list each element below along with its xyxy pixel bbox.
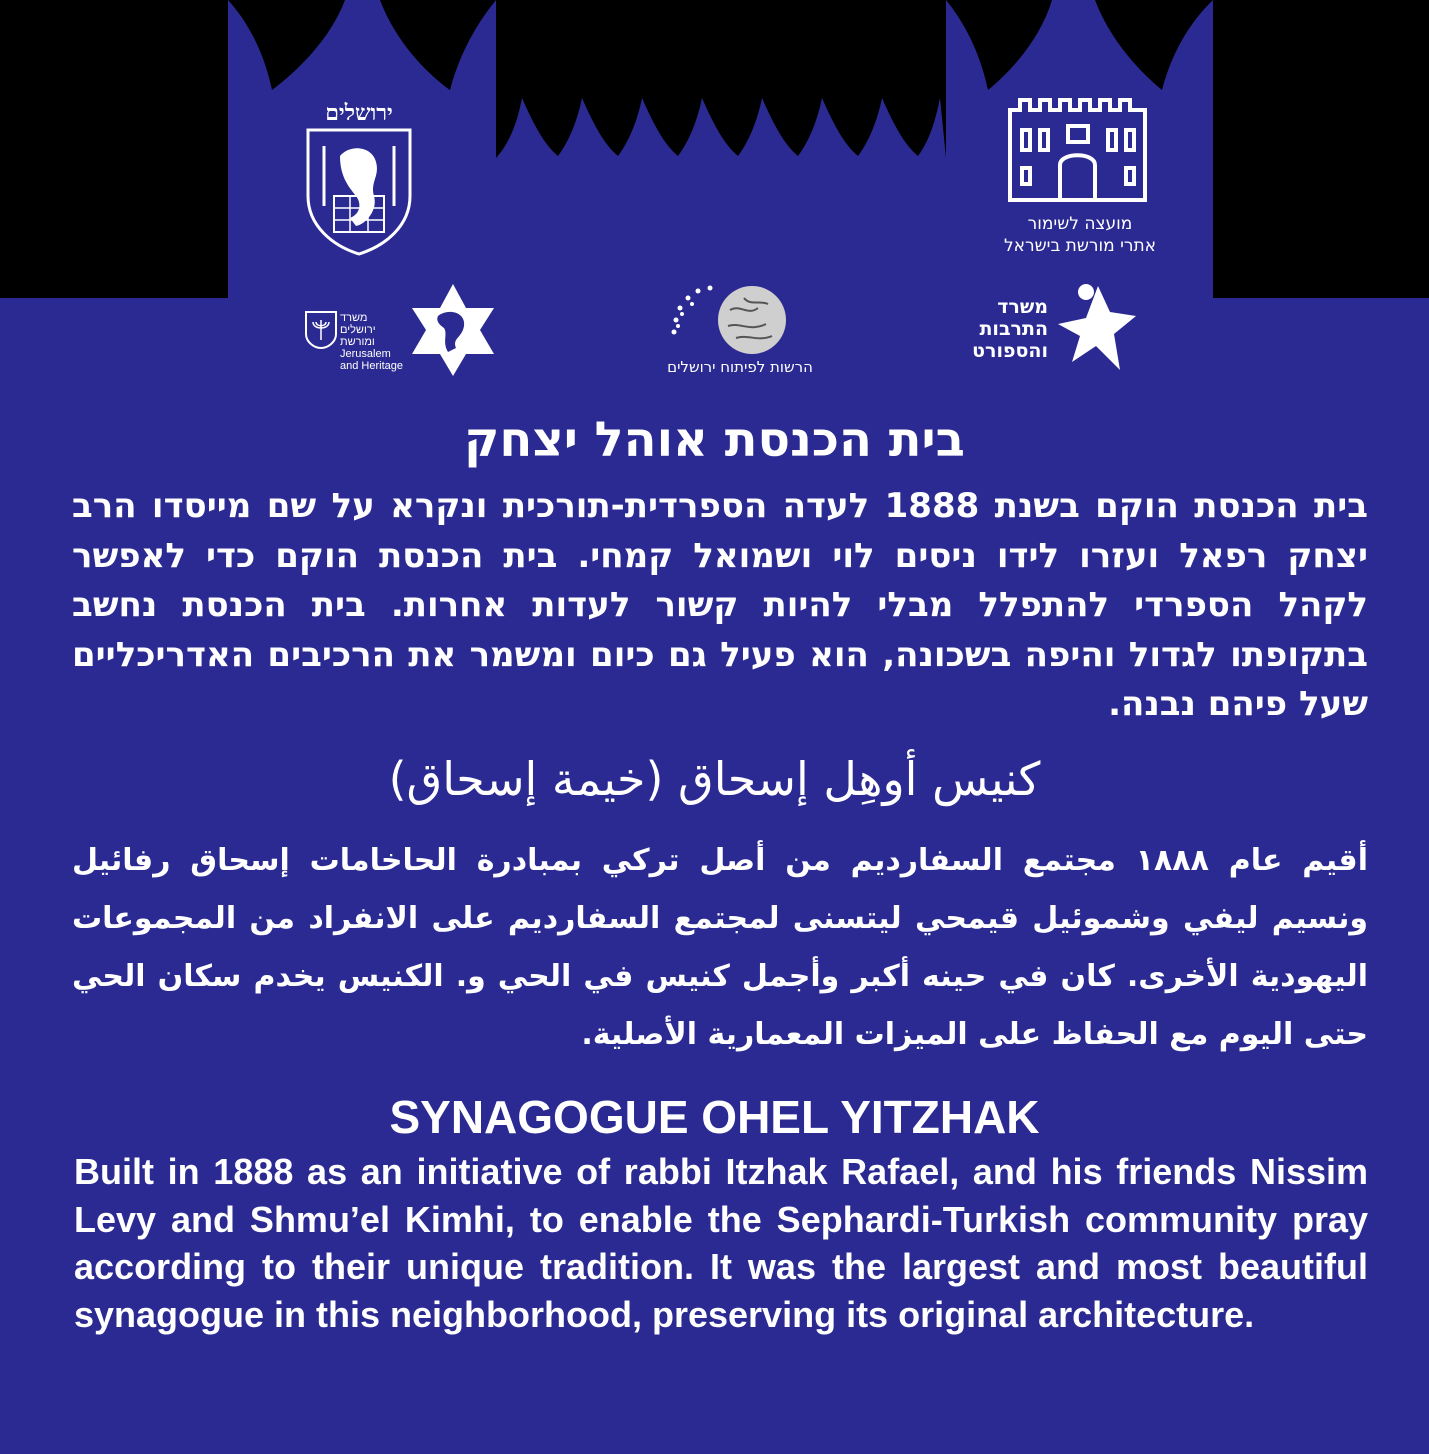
jda-name: הרשות לפיתוח ירושלים (667, 358, 813, 376)
arabic-title: كنيس أوهِل إسحاق (خيمة إسحاق) (388, 752, 1041, 806)
jerusalem-emblem-icon (300, 126, 418, 256)
hebrew-title: בית הכנסת אוהל יצחק (464, 412, 965, 468)
english-body: Built in 1888 as an initiative of rabbi Itzhak Rafael, and his friends Nissim Levy and Shmu’el Kimhi, to enable the Sephardi-Turkish community pray according to their unique tradition. It was the largest and most beautiful synagogue in this neighborhood, preserving its original architecture. (74, 1151, 1368, 1335)
english-title: SYNAGOGUE OHEL YITZHAK (389, 1091, 1040, 1143)
culture-star-icon (1052, 282, 1140, 378)
arabic-body: أقيم عام ١٨٨٨ مجتمع السفارديم من أصل تركي بمبادرة الحاخامات إسحاق رفائيل ونسيم ليفي وشموئيل قيمحي ليتسنى لمجتمع السفارديم على الانفراد من المجموعات اليهودية الأخرى. كان في حينه أكبر وأجمل كنيس في الحي و. الكنيس يخدم سكان الحي حتى اليوم مع الحفاظ على الميزات المعمارية الأصلية. (72, 843, 1368, 1052)
heritage-council-line2: אתרי מורשת בישראל (1003, 236, 1157, 256)
heritage-building-icon (960, 90, 1200, 205)
menorah-icon (304, 310, 338, 350)
jda-globe-icon (640, 280, 840, 355)
ministry-jerusalem-line3: and Heritage (340, 360, 403, 372)
ministry-jerusalem-line2: ומורשת Jerusalem (340, 336, 391, 360)
ministry-jerusalem-logo (300, 282, 500, 378)
ministry-jerusalem-line1: משרד ירושלים (340, 312, 376, 336)
star-lion-icon (408, 282, 498, 378)
culture-ministry-line1: משרד (997, 296, 1048, 318)
culture-ministry-line2: התרבות (979, 318, 1048, 340)
heritage-council-line1: מועצה לשימור (1027, 214, 1133, 234)
culture-ministry-logo (960, 282, 1140, 378)
jda-logo (640, 280, 840, 380)
jerusalem-logo-name: ירושלים (325, 100, 393, 126)
heritage-council-logo (960, 90, 1200, 270)
jerusalem-logo (300, 100, 418, 260)
culture-ministry-line3: והספורט (972, 340, 1048, 362)
hebrew-body: בית הכנסת הוקם בשנת 1888 לעדה הספרדית-תורכית ונקרא על שם מייסדו הרב יצחק רפאל ועזרו לידו ניסים לוי ושמואל קמחי. בית הכנסת הוקם כדי לאפשר לקהל הספרדי להתפלל מבלי להיות קשור לעדות אחרות. בית הכנסת נחשב בתקופתו לגדול והיפה בשכונה, הוא פעיל גם כיום ומשמר את הרכיבים האדריכליים שעל פיהם נבנה. (72, 486, 1368, 724)
